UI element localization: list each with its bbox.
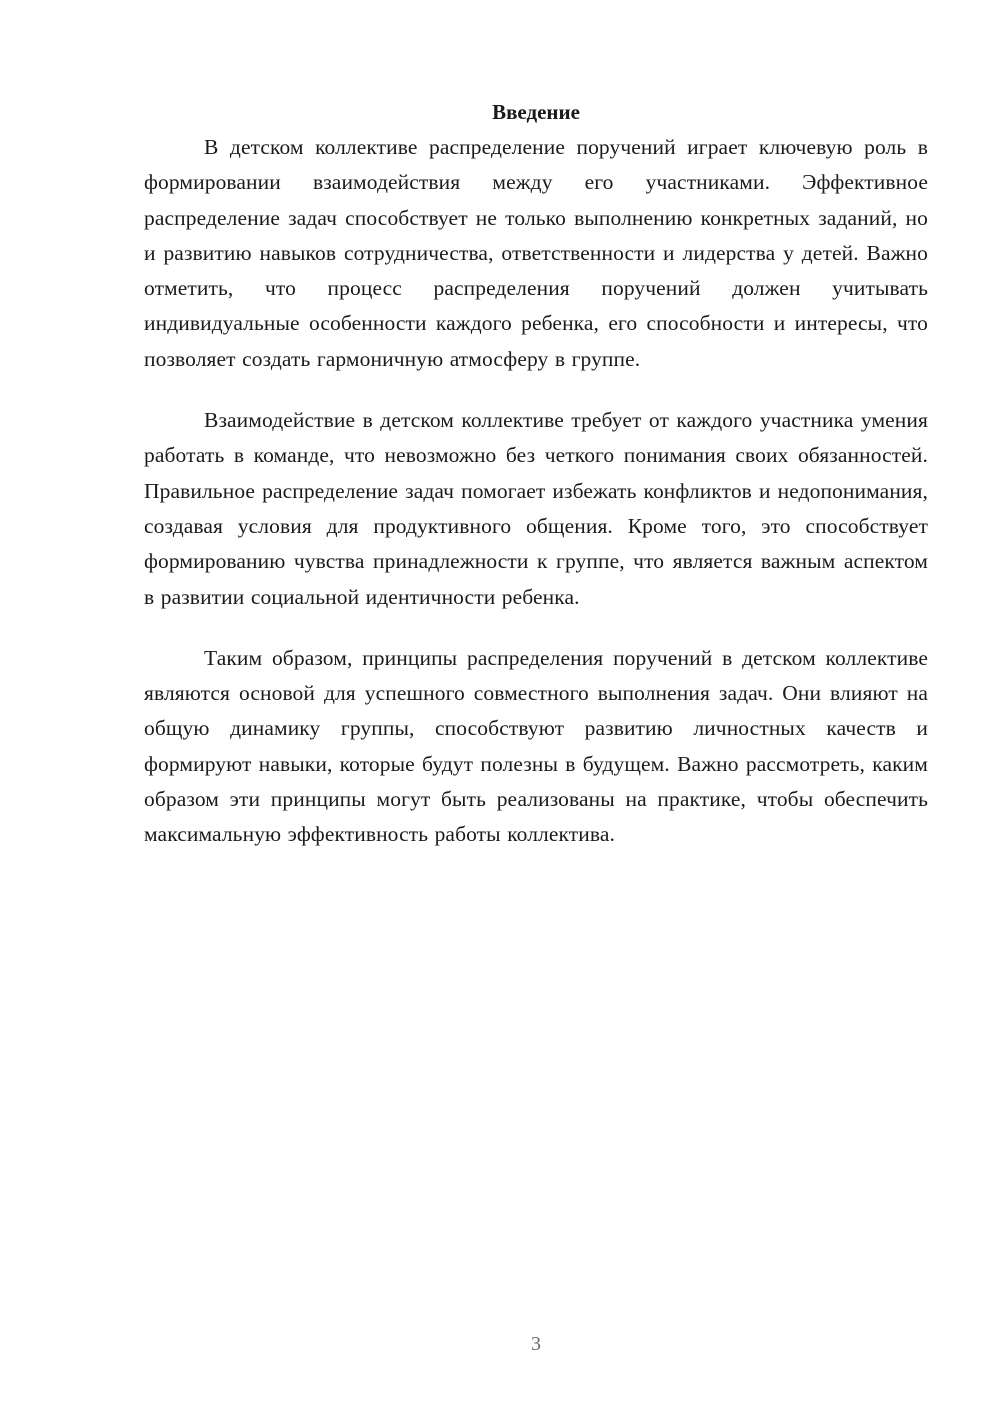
paragraph-2: Взаимодействие в детском коллективе требует от каждого участника умения работать в команде, что невозможно без четкого понимания своих обязанностей. Правильное распределение задач помогает избежать конфликтов и недопонимания, создавая условия для продуктивного общения. Кроме того, это способствует формированию чувства принадлежности к группе, что является важным аспектом в развитии социальной идентичности ребенка. <box>144 408 928 609</box>
section-title: Введение <box>492 100 580 124</box>
paragraph-3: Таким образом, принципы распределения поручений в детском коллективе являются основой для успешного совместного выполнения задач. Они влияют на общую динамику группы, способствуют развитию личностных качеств и формируют навыки, которые будут полезны в будущем. Важно рассмотреть, каким образом эти принципы могут быть реализованы на практике, чтобы обеспечить максимальную эффективность работы коллектива. <box>144 645 928 847</box>
paragraph-1: В детском коллективе распределение поручений играет ключевую роль в формировании взаимодействия между его участниками. Эффективное распределение задач способствует не только выполнению конкретных заданий, но и развитию навыков сотрудничества, ответственности и лидерства у детей. Важно отметить, что процесс распределения поручений должен учитывать индивидуальные особенности каждого ребенка, его способности и интересы, что позволяет создать гармоничную атмосферу в группе. <box>144 135 928 371</box>
page-number: 3 <box>531 1333 541 1355</box>
page-content <box>144 95 928 879</box>
